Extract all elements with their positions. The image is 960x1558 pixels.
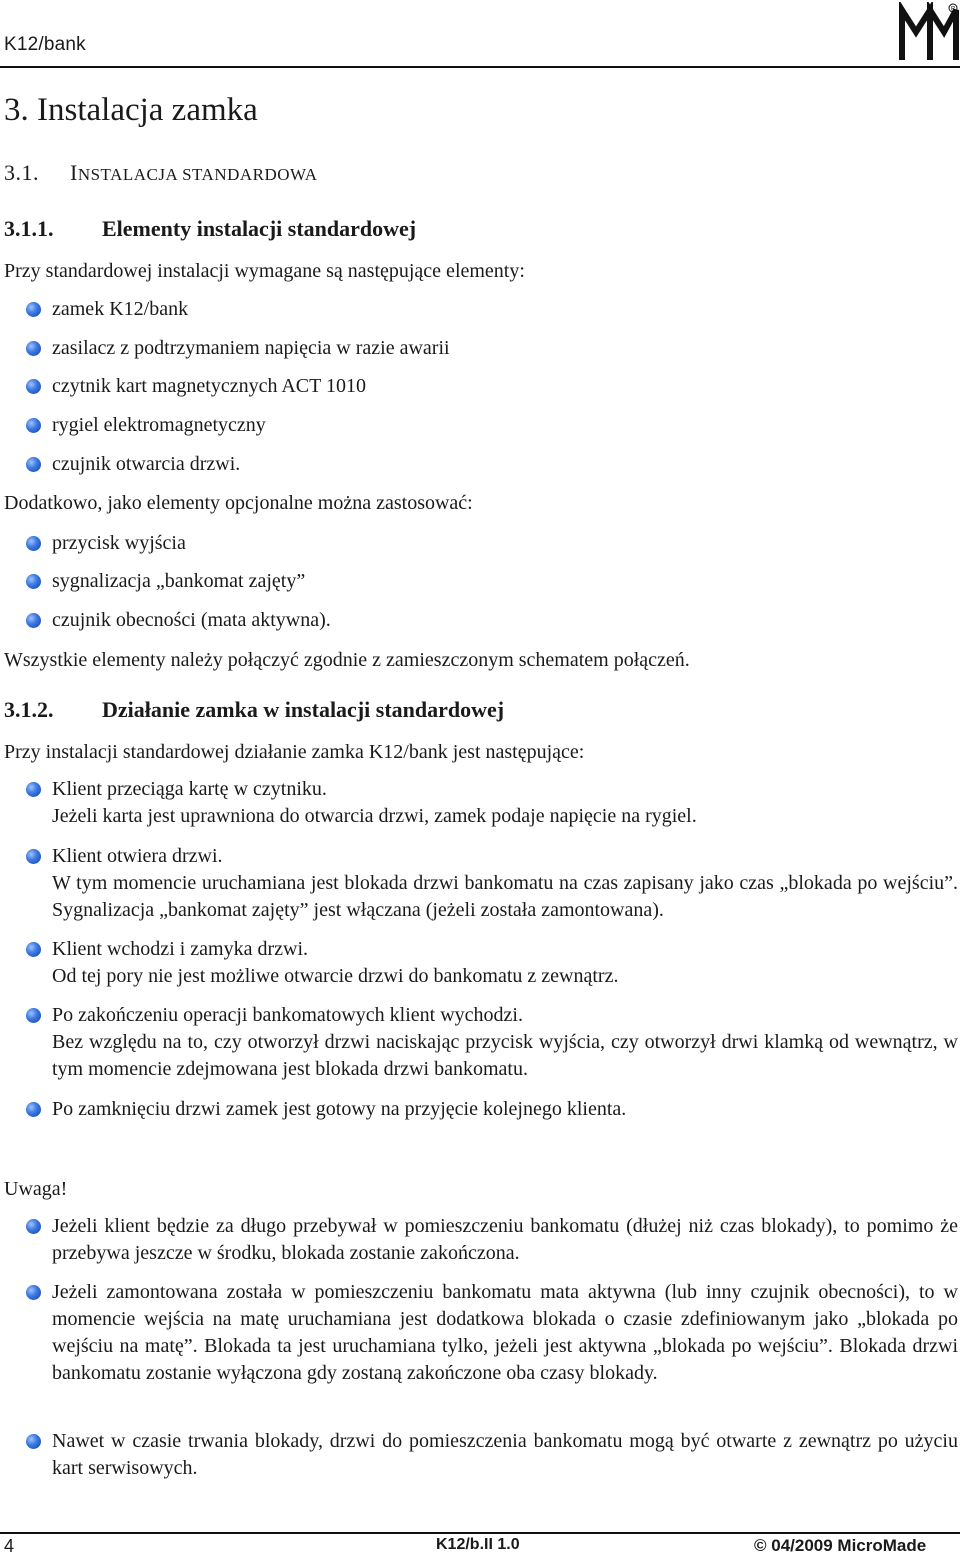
list-item: czujnik otwarcia drzwi. xyxy=(52,451,240,478)
list-item: Klient otwiera drzwi. W tym momencie uruchamiana jest blokada drzwi bankomatu na czas zapisany jako czas „blokada po wejściu”. Sygnalizacja „bankomat zajęty” jest włączana (jeżeli została zamontowana). xyxy=(52,843,958,924)
micromade-logo-icon xyxy=(898,2,960,64)
list-item: rygiel elektromagnetyczny xyxy=(52,412,266,439)
subsection-title: Działanie zamka w instalacji standardowej xyxy=(102,697,505,722)
list-item: przycisk wyjścia xyxy=(52,530,186,557)
warning-item: Nawet w czasie trwania blokady, drzwi do pomieszczenia bankomatu mogą być otwarte z zewnątrz po użyciu kart serwisowych. xyxy=(52,1428,958,1482)
bullet-icon xyxy=(26,1285,41,1300)
bullet-icon xyxy=(26,782,41,797)
list-item: Klient przeciąga kartę w czytniku. Jeżeli karta jest uprawniona do otwarcia drzwi, zamek podaje napięcie na rygiel. xyxy=(52,776,958,830)
warning-item: Jeżeli zamontowana została w pomieszczeniu bankomatu mata aktywna (lub inny czujnik obecności), to w momencie wejścia na matę uruchamiana jest dodatkowa blokada o czasie zdefiniowanym jako „blokada po wejściu na matę”. Blokada ta jest uruchamiana tylko, jeżeli jest aktywna „blokada po wejściu”. Blokada drzwi bankomatu zostanie wyłączona gdy zostaną zakończone oba czasy blokady. xyxy=(52,1279,958,1387)
paragraph: Wszystkie elementy należy połączyć zgodnie z zamieszczonym schematem połączeń. xyxy=(4,649,690,671)
bullet-icon xyxy=(26,613,41,628)
footer-divider xyxy=(0,1532,960,1534)
section-title-rest: NSTALACJA STANDARDOWA xyxy=(77,165,318,184)
bullet-icon xyxy=(26,379,41,394)
list-item: Po zakończeniu operacji bankomatowych klient wychodzi. Bez względu na to, czy otworzył drzwi naciskając przycisk wyjścia, czy otworzył drwi klamką od wewnątrz, w tym momencie zdejmowana jest blokada drzwi bankomatu. xyxy=(52,1002,958,1083)
bullet-icon xyxy=(26,418,41,433)
bullet-icon xyxy=(26,457,41,472)
list-item: czujnik obecności (mata aktywna). xyxy=(52,607,331,634)
warning-item: Jeżeli klient będzie za długo przebywał w pomieszczeniu bankomatu (dłużej niż czas blokady), to pomimo że przebywa jeszcze w środku, blokada zostanie zakończona. xyxy=(52,1213,958,1267)
document-version: K12/b.II 1.0 xyxy=(436,1536,520,1553)
copyright: © 04/2009 MicroMade xyxy=(754,1536,927,1555)
list-item: zasilacz z podtrzymaniem napięcia w razie awarii xyxy=(52,335,450,362)
bullet-icon xyxy=(26,1219,41,1234)
list-item: sygnalizacja „bankomat zajęty” xyxy=(52,568,305,595)
header-title: K12/bank xyxy=(4,34,86,55)
bullet-icon xyxy=(26,1008,41,1023)
subsection-heading-1 xyxy=(4,216,416,242)
paragraph: Przy standardowej instalacji wymagane są następujące elementy: xyxy=(4,260,525,282)
bullet-icon xyxy=(26,574,41,589)
section-title-initial: I xyxy=(70,160,78,185)
bullet-icon xyxy=(26,302,41,317)
section-number: 3.1. xyxy=(4,160,39,185)
bullet-icon xyxy=(26,536,41,551)
paragraph: Dodatkowo, jako elementy opcjonalne można zastosować: xyxy=(4,492,473,514)
subsection-title: Elementy instalacji standardowej xyxy=(102,216,417,241)
subsection-number: 3.1.1. xyxy=(4,216,54,241)
bullet-icon xyxy=(26,942,41,957)
page-number: 4 xyxy=(4,1536,15,1556)
header-divider xyxy=(0,66,960,68)
subsection-number: 3.1.2. xyxy=(4,697,54,722)
list-item: Klient wchodzi i zamyka drzwi. Od tej pory nie jest możliwe otwarcie drzwi do bankomatu z zewnątrz. xyxy=(52,936,958,990)
section-heading xyxy=(4,160,317,186)
bullet-icon xyxy=(26,341,41,356)
svg-text:R: R xyxy=(951,6,956,13)
bullet-icon xyxy=(26,1434,41,1449)
bullet-icon xyxy=(26,849,41,864)
chapter-title: 3. Instalacja zamka xyxy=(4,92,258,128)
list-item: czytnik kart magnetycznych ACT 1010 xyxy=(52,373,366,400)
subsection-heading-2 xyxy=(4,697,504,723)
list-item: zamek K12/bank xyxy=(52,296,188,323)
list-item: Po zamknięciu drzwi zamek jest gotowy na przyjęcie kolejnego klienta. xyxy=(52,1096,958,1123)
warning-label: Uwaga! xyxy=(4,1178,68,1200)
paragraph: Przy instalacji standardowej działanie zamka K12/bank jest następujące: xyxy=(4,741,585,763)
bullet-icon xyxy=(26,1102,41,1117)
